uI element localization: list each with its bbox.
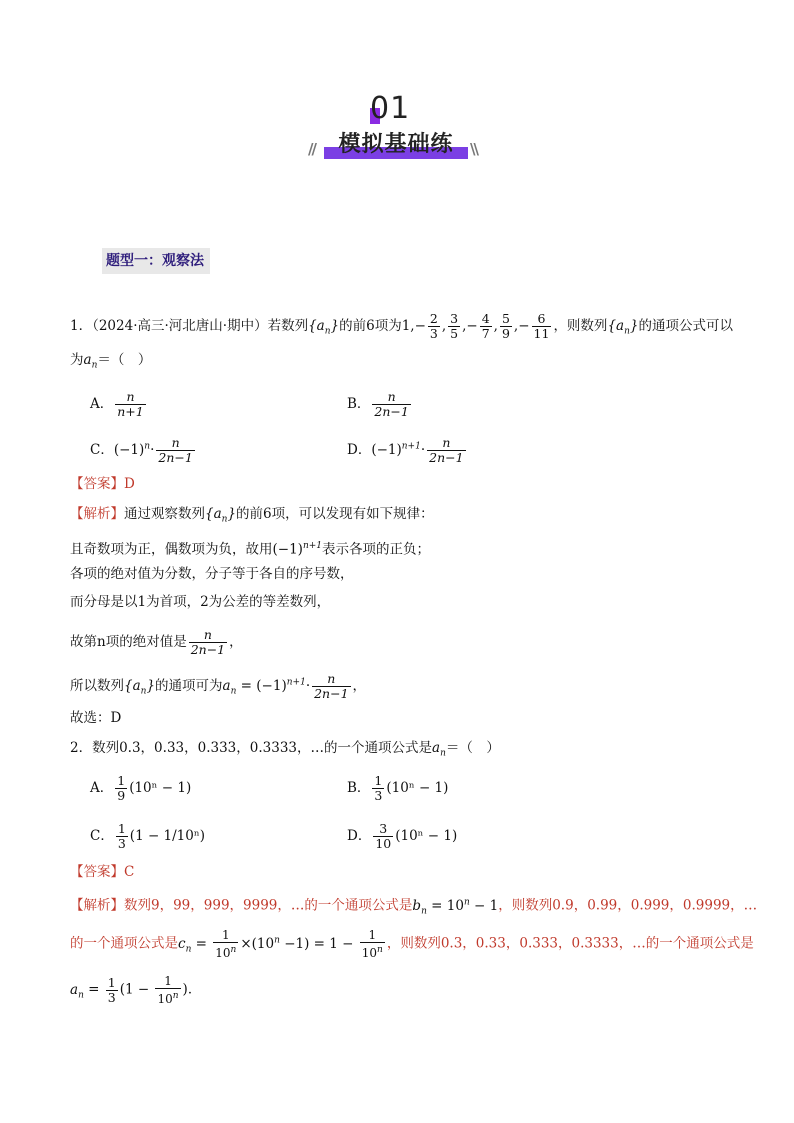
q1-choose: 故选：D <box>70 710 122 726</box>
q1-stem-line2-tail: ＝（ ） <box>97 352 152 368</box>
q2-stem-b: ＝（ ） <box>445 740 500 756</box>
q1-analysis-line1: 【解析】通过观察数列$\{a_n\}$的前6项，可以发现有如下规律： <box>70 506 434 525</box>
q1-option-b-den: 2n−1 <box>374 404 409 419</box>
q1-analysis-line3: 各项的绝对值为分数，分子等于各自的序号数， <box>70 566 354 582</box>
q2-option-c-letter: C． <box>90 828 114 844</box>
q1-option-c-num: n <box>156 436 194 451</box>
q1-stem-a: 1．（2024·高三·河北唐山·期中）若数列 <box>70 318 309 334</box>
q1-option-b-letter: B． <box>347 396 371 412</box>
q1-answer-tag: 【答案】 <box>70 476 124 492</box>
q1-analysis-1a: 通过观察数列 <box>124 506 205 522</box>
q2-answer <box>70 862 134 882</box>
q1-analysis-line2: 且奇数项为正，偶数项为负，故用$(-1)^{n+1}$表示各项的正负； <box>70 541 431 558</box>
q2-analysis-1a: 数列9，99，999，9999，…的一个通项公式是 <box>124 897 413 914</box>
q1-option-c-exp: n <box>144 441 151 452</box>
q2-option-c[interactable] <box>90 822 205 851</box>
q1-stem-d: 的通项公式可以 <box>638 318 733 334</box>
q2-option-d[interactable] <box>347 822 457 851</box>
q1-option-d-den: 2n−1 <box>429 450 464 465</box>
q1-analysis-6a: 所以数列 <box>70 678 124 694</box>
header-slash-left: // <box>308 140 315 158</box>
q1-analysis-1b: 的前6项，可以发现有如下规律： <box>236 506 434 522</box>
q1-option-d-letter: D． <box>347 442 372 458</box>
q2-option-d-letter: D． <box>347 828 372 844</box>
q2-option-a[interactable] <box>90 774 191 803</box>
q2-analysis-line1: 【解析】数列9，99，999，9999，…的一个通项公式是$b_n = 10^n - 1$，则数列0.9，0.99，0.999，0.9999，… <box>70 897 758 917</box>
q2-option-d-tail: (10ⁿ − 1) <box>395 828 458 844</box>
q1-option-d[interactable]: D．$(-1)^{n+1}\cdot$ $\frac{n}{2n-1}$ <box>347 435 464 465</box>
q1-analysis-line4: 而分母是以1为首项，2为公差的等差数列， <box>70 594 331 610</box>
q1-option-b-num: n <box>372 390 410 405</box>
q1-option-c-den: 2n−1 <box>158 450 193 465</box>
q2-option-c-num: 1 <box>117 821 126 836</box>
q1-option-a-letter: A． <box>90 396 114 412</box>
q2-analysis-1b: ，则数列0.9，0.99，0.999，0.9999，… <box>498 897 758 914</box>
q2-option-b-num: 1 <box>374 773 383 788</box>
q1-option-c-prefix: (−1) <box>113 442 145 458</box>
q1-answer <box>70 474 135 494</box>
header-title: 模拟基础练 <box>338 132 454 157</box>
header-number: 01 <box>370 91 411 126</box>
q2-stem-a: 2．数列0.3，0.33，0.333，0.3333，…的一个通项公式是 <box>70 740 433 756</box>
q2-analysis-line2: 的一个通项公式是$c_n$ = $\frac{1}{10^n}$ $\times(10^n -1) = 1$ − $\frac{1}{10^n}$ ，则数列0.3，0.33，0.333，0.3333，…的一个通项公式是 <box>70 928 754 960</box>
q1-stem-b: 的前6项为 <box>339 318 402 334</box>
q2-analysis-line3: $a_n$ = $\frac{1}{3}$ (1 − $\frac{1}{10^n}$ )． <box>70 974 202 1006</box>
q1-option-d-num: n <box>427 436 465 451</box>
q1-analysis-tag: 【解析】 <box>70 506 124 522</box>
q2-analysis-2b: ，则数列0.3，0.33，0.333，0.3333，…的一个通项公式是 <box>386 935 754 952</box>
q2-option-c-den: 3 <box>117 836 126 851</box>
q2-stem: 2．数列0.3，0.33，0.333，0.3333，…的一个通项公式是$a_n=$（ ） <box>70 740 500 759</box>
q1-option-a-den: n+1 <box>117 404 144 419</box>
q1-analysis-line5: 故第n项的绝对值是 $\frac{n}{2n-1}$ ， <box>70 627 243 657</box>
q1-answer-value: D <box>124 476 135 492</box>
q1-stem-c: ，则数列 <box>553 318 608 334</box>
q1-option-c-letter: C． <box>90 442 114 458</box>
q2-option-a-den: 9 <box>117 788 126 803</box>
q2-option-a-tail: (10ⁿ − 1) <box>129 780 192 796</box>
q1-option-d-exp: n+1 <box>401 441 421 452</box>
section-tag: 题型一：观察法 <box>102 248 210 274</box>
q2-option-b-den: 3 <box>374 788 383 803</box>
q1-stem-line2-head: 为 <box>70 352 84 368</box>
q1-option-a[interactable] <box>90 390 148 419</box>
q1-analysis-2b: 表示各项的正负； <box>322 541 431 558</box>
q1-option-b[interactable] <box>347 390 413 419</box>
q1-analysis-5: 故第n项的绝对值是 <box>70 634 187 650</box>
q2-answer-tag: 【答案】 <box>70 864 124 880</box>
q1-analysis-6b: 的通项可为 <box>155 678 223 694</box>
header-slash-right: \\ <box>470 140 477 158</box>
q1-analysis-2a: 且奇数项为正，偶数项为负，故用 <box>70 541 273 558</box>
q2-option-d-den: 10 <box>375 836 392 851</box>
q2-answer-value: C <box>124 864 135 880</box>
q1-analysis-line6: 所以数列$\{a_n\}$的通项可为$a_n = (-1)^{n+1}\cdot$ $\frac{n}{2n-1}$ ， <box>70 671 367 701</box>
q2-option-a-letter: A． <box>90 780 114 796</box>
q2-option-b[interactable] <box>347 774 448 803</box>
q2-analysis-tag: 【解析】 <box>70 897 124 914</box>
q1-option-c[interactable]: C．$(-1)^n\cdot$ $\frac{n}{2n-1}$ <box>90 435 193 465</box>
q2-option-a-num: 1 <box>117 773 126 788</box>
q1-stem-line2: 为$a_n=$（ ） <box>70 352 152 371</box>
q2-option-d-num: 3 <box>373 822 393 837</box>
q1-option-a-num: n <box>115 390 145 405</box>
q1-option-d-prefix: (−1) <box>371 442 402 458</box>
q2-option-c-tail: (1 − 1/10ⁿ) <box>129 828 205 844</box>
q2-analysis-2a: 的一个通项公式是 <box>70 935 178 952</box>
q2-option-b-letter: B． <box>347 780 371 796</box>
q2-option-b-tail: (10ⁿ − 1) <box>386 780 449 796</box>
q1-stem-line1: 1．（2024·高三·河北唐山·期中）若数列$\{a_n\}$的前6项为1,− $\frac{2}{3}$ , $\frac{3}{5}$ ,− $\frac{4}{7}$ , $\frac{5}{9}$ ,− $\frac{6}{11}$ ，则数列$\{a_n\}$的通项公式可以 <box>70 311 733 341</box>
